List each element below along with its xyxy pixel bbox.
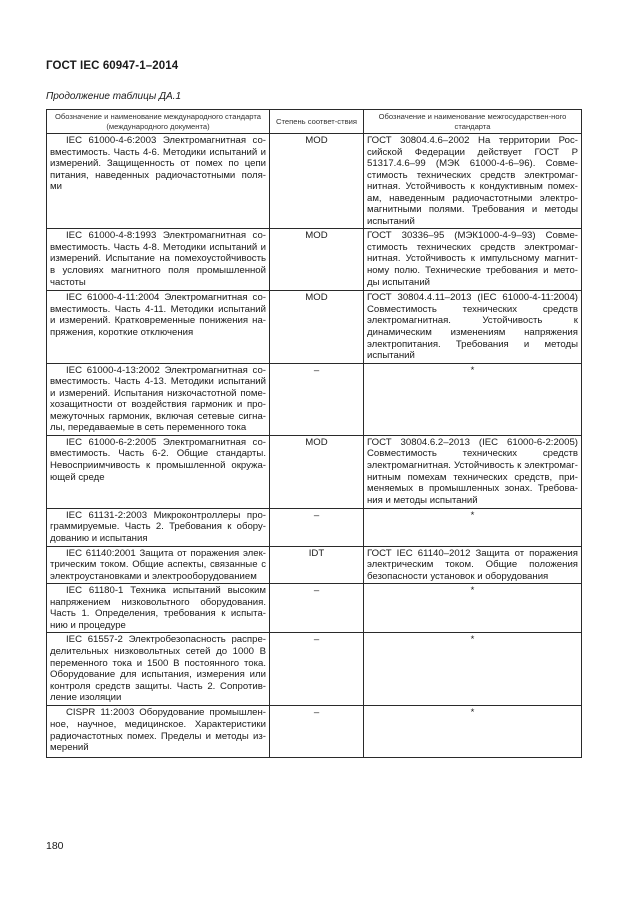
interstate-standard-cell: * xyxy=(364,584,582,633)
table-row xyxy=(47,584,582,633)
interstate-standard-cell: * xyxy=(364,633,582,706)
interstate-standard-cell: ГОСТ 30336–95 (МЭК1000-4-9–93) Совме-стимость технических средств электромаг-нитная. Устойчивость к импульсному магнит-ному полю. Технические требования и мето-ды испытаний xyxy=(364,229,582,291)
intl-standard-cell: IEC 61140:2001 Защита от поражения элек-трическим током. Общие аспекты, связанные с электроустановками и электрооборудованием xyxy=(47,546,270,584)
degree-cell: MOD xyxy=(270,229,364,291)
table-header-row xyxy=(47,110,582,134)
column-header-intl: Обозначение и наименование международного стандарта (международного документа) xyxy=(47,110,270,134)
degree-cell: – xyxy=(270,584,364,633)
degree-cell: – xyxy=(270,633,364,706)
table-caption: Продолжение таблицы ДА.1 xyxy=(46,91,182,102)
interstate-standard-cell: * xyxy=(364,363,582,435)
degree-cell: MOD xyxy=(270,134,364,229)
intl-standard-cell: CISPR 11:2003 Оборудование промышлен-ное, научное, медицинское. Характеристики радиочастотных помех. Пределы и методы из-мерений xyxy=(47,706,270,758)
intl-standard-cell: IEC 61000-4-8:1993 Электромагнитная со-вместимость. Часть 4-8. Методики испытаний и измерений. Испытание на помехоустойчивость в условиях магнитного поля промышленной частоты xyxy=(47,229,270,291)
interstate-standard-cell: * xyxy=(364,706,582,758)
interstate-standard-cell: ГОСТ IEC 61140–2012 Защита от поражения электрическим током. Общие положения безопасности установок и оборудования xyxy=(364,546,582,584)
table-row xyxy=(47,134,582,229)
table-row xyxy=(47,291,582,363)
standards-table xyxy=(46,109,582,758)
intl-standard-cell: IEC 61000-6-2:2005 Электромагнитная со-вместимость. Часть 6-2. Общие стандарты. Невосприимчивость к промышленной окружа-ющей среде xyxy=(47,435,270,508)
intl-standard-cell: IEC 61000-4-11:2004 Электромагнитная со-вместимость. Часть 4-11. Методики испытаний и измерений. Кратковременные понижения на-пряжения, короткие отключения xyxy=(47,291,270,363)
intl-standard-cell: IEC 61000-4-6:2003 Электромагнитная со-вместимость. Часть 4-6. Методики испытаний и измерений. Защищенность от помех по цепи питания, наведенных радиочастотными поля-ми xyxy=(47,134,270,229)
table-row xyxy=(47,435,582,508)
column-header-degree: Степень соответ-ствия xyxy=(270,110,364,134)
interstate-standard-cell: ГОСТ 30804.4.6–2002 На территории Рос-сийской Федерации действует ГОСТ Р 51317.4.6–99 (МЭК 61000-4-6–96). Совме-стимость технических средств электромаг-нитная. Устойчивость к кондуктивным помех-ам, наведенным радиочастотными электро-магнитными полями. Требования и методы испытаний xyxy=(364,134,582,229)
interstate-standard-cell: ГОСТ 30804.6.2–2013 (IEC 61000-6-2:2005) Совместимость технических средств электромагнитная. Устойчивость к электромаг-нитным помехам технических средств, при-меняемых в промышленных зонах. Требова-ния и методы испытаний xyxy=(364,435,582,508)
page-number: 180 xyxy=(46,840,64,852)
degree-cell: IDT xyxy=(270,546,364,584)
interstate-standard-cell: ГОСТ 30804.4.11–2013 (IEC 61000-4-11:2004) Совместимость технических средств электромагнитная. Устойчивость к динамическим изменениям напряжения электропитания. Требования и методы испытаний xyxy=(364,291,582,363)
table-row xyxy=(47,229,582,291)
degree-cell: – xyxy=(270,363,364,435)
degree-cell: – xyxy=(270,508,364,546)
degree-cell: MOD xyxy=(270,291,364,363)
degree-cell: MOD xyxy=(270,435,364,508)
interstate-standard-cell: * xyxy=(364,508,582,546)
table-row xyxy=(47,706,582,758)
table-row xyxy=(47,633,582,706)
column-header-interstate: Обозначение и наименование межгосударствен-ного стандарта xyxy=(364,110,582,134)
intl-standard-cell: IEC 61000-4-13:2002 Электромагнитная со-вместимость. Часть 4-13. Методики испытаний и измерений. Испытания низкочастотной поме-хозащитности от воздействия гармоник и про-межуточных гармоник, включая сетевые сигна-лы, передаваемые в сеть переменного тока xyxy=(47,363,270,435)
document-header: ГОСТ IEC 60947-1–2014 xyxy=(46,60,179,72)
table-row xyxy=(47,546,582,584)
intl-standard-cell: IEC 61557-2 Электробезопасность распре-делительных низковольтных сетей до 1000 В переменного тока и 1500 В постоянного тока. Оборудование для испытания, измерения или контроля средств защиты. Часть 2. Сопротив-ление изоляции xyxy=(47,633,270,706)
table-row xyxy=(47,508,582,546)
intl-standard-cell: IEC 61131-2:2003 Микроконтроллеры про-граммируемые. Часть 2. Требования к обору-дованию и испытания xyxy=(47,508,270,546)
intl-standard-cell: IEC 61180-1 Техника испытаний высоким напряжением низковольтного оборудования. Часть 1. Определения, требования к испыта-нию и процедуре xyxy=(47,584,270,633)
table-row xyxy=(47,363,582,435)
degree-cell: – xyxy=(270,706,364,758)
